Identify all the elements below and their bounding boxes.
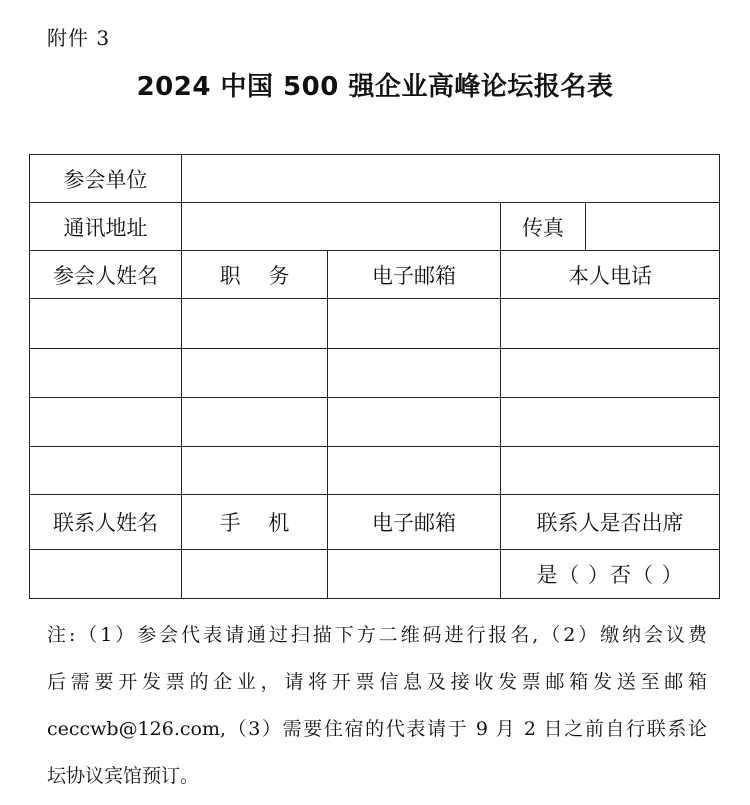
attendee-email-cell[interactable] <box>328 447 501 495</box>
attendee-phone-cell[interactable] <box>501 299 720 349</box>
attachment-label: 附件 3 <box>47 26 111 50</box>
fax-label: 传真 <box>501 203 586 251</box>
attendee-name-cell[interactable] <box>30 299 182 349</box>
attendee-row <box>30 349 720 398</box>
attendee-position-header: 职 务 <box>182 251 328 299</box>
contact-name-cell[interactable] <box>30 550 182 599</box>
contact-row <box>30 550 720 599</box>
attendee-phone-cell[interactable] <box>501 398 720 447</box>
contact-email-cell[interactable] <box>328 550 501 599</box>
address-label: 通讯地址 <box>30 203 182 251</box>
contact-attend-header: 联系人是否出席 <box>501 495 720 550</box>
note-line: 注:（1）参会代表请通过扫描下方二维码进行报名,（2）缴纳会议费 <box>47 624 707 646</box>
attendee-row <box>30 299 720 349</box>
attendee-name-cell[interactable] <box>30 349 182 398</box>
attendee-name-header: 参会人姓名 <box>30 251 182 299</box>
fax-field[interactable] <box>586 203 720 251</box>
attendee-email-header: 电子邮箱 <box>328 251 501 299</box>
attendee-position-cell[interactable] <box>182 398 328 447</box>
note-line: 后需要开发票的企业，请将开票信息及接收发票邮箱发送至邮箱 <box>47 671 707 693</box>
attendee-name-cell[interactable] <box>30 398 182 447</box>
attendee-name-cell[interactable] <box>30 447 182 495</box>
contact-mobile-cell[interactable] <box>182 550 328 599</box>
unit-label: 参会单位 <box>30 155 182 203</box>
attendee-email-cell[interactable] <box>328 398 501 447</box>
note-line: ceccwb@126.com,（3）需要住宿的代表请于 9 月 2 日之前自行联系论 <box>47 718 707 740</box>
attendee-position-cell[interactable] <box>182 349 328 398</box>
notes <box>47 612 707 800</box>
contact-mobile-header: 手 机 <box>182 495 328 550</box>
address-field[interactable] <box>182 203 501 251</box>
form-title: 2024 中国 500 强企业高峰论坛报名表 <box>136 72 614 102</box>
contact-email-header: 电子邮箱 <box>328 495 501 550</box>
attendee-row <box>30 398 720 447</box>
attendee-position-cell[interactable] <box>182 299 328 349</box>
attendee-email-cell[interactable] <box>328 299 501 349</box>
contact-name-header: 联系人姓名 <box>30 495 182 550</box>
attendee-phone-header: 本人电话 <box>501 251 720 299</box>
attendee-phone-cell[interactable] <box>501 349 720 398</box>
note-line: 坛协议宾馆预订。 <box>47 765 200 787</box>
attendee-email-cell[interactable] <box>328 349 501 398</box>
attend-choice[interactable]: 是（ ）否（ ） <box>501 550 720 599</box>
unit-field[interactable] <box>182 155 720 203</box>
attendee-position-cell[interactable] <box>182 447 328 495</box>
attendee-phone-cell[interactable] <box>501 447 720 495</box>
registration-form-table <box>29 154 720 599</box>
attendee-row <box>30 447 720 495</box>
